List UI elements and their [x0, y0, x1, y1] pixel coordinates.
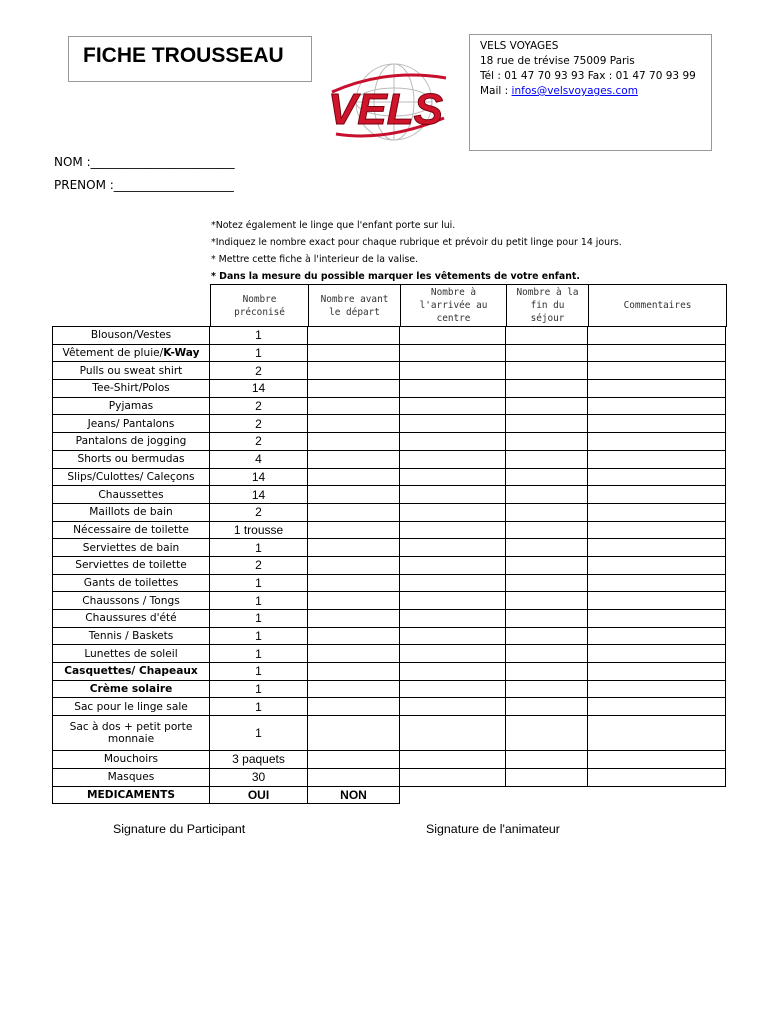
note-2: *Indiquez le nombre exact pour chaque rubrique et prévoir du petit linge pour 14 jours.	[211, 237, 622, 248]
signature-participant: Signature du Participant	[113, 822, 246, 836]
item-name	[53, 486, 210, 504]
commentaire[interactable]	[588, 627, 726, 645]
qty-arrivee[interactable]	[400, 415, 506, 433]
qty-preconise: OUI	[210, 786, 308, 804]
commentaire[interactable]	[588, 663, 726, 681]
qty-depart[interactable]	[308, 503, 400, 521]
table-row	[53, 433, 726, 451]
qty-preconise: 1	[210, 344, 308, 362]
table-row	[53, 592, 726, 610]
item-label: Masques	[107, 771, 155, 784]
commentaire	[588, 786, 726, 804]
page-title: FICHE TROUSSEAU	[68, 36, 312, 82]
table-row	[53, 768, 726, 786]
header-arrivee: Nombre à l'arrivée au centre	[401, 285, 507, 327]
table-row	[53, 468, 726, 486]
table-row	[53, 680, 726, 698]
qty-arrivee[interactable]	[400, 486, 506, 504]
table-row	[53, 486, 726, 504]
qty-arrivee[interactable]	[400, 433, 506, 451]
qty-fin[interactable]	[506, 344, 588, 362]
qty-fin[interactable]	[506, 486, 588, 504]
header-table	[210, 284, 727, 327]
commentaire[interactable]	[588, 503, 726, 521]
qty-arrivee[interactable]	[400, 468, 506, 486]
table-row	[53, 521, 726, 539]
table-row	[53, 397, 726, 415]
qty-preconise: 3 paquets	[210, 751, 308, 769]
table-row	[53, 344, 726, 362]
commentaire[interactable]	[588, 751, 726, 769]
qty-depart[interactable]	[308, 433, 400, 451]
qty-fin[interactable]	[506, 627, 588, 645]
item-name	[53, 327, 210, 345]
qty-fin[interactable]	[506, 503, 588, 521]
table-row	[53, 574, 726, 592]
commentaire[interactable]	[588, 680, 726, 698]
mail-label: Mail :	[480, 85, 512, 97]
item-label: MEDICAMENTS	[87, 788, 175, 801]
item-label: Casquettes/ Chapeaux	[64, 665, 198, 678]
qty-preconise: 1	[210, 680, 308, 698]
qty-preconise: 2	[210, 433, 308, 451]
item-label: Tee-Shirt/Polos	[92, 382, 170, 395]
qty-fin[interactable]	[506, 450, 588, 468]
note-1: *Notez également le linge que l'enfant porte sur lui.	[211, 220, 456, 231]
item-name	[53, 503, 210, 521]
qty-depart[interactable]	[308, 362, 400, 380]
table-row	[53, 539, 726, 557]
commentaire[interactable]	[588, 486, 726, 504]
item-name	[53, 539, 210, 557]
item-label: Chaussures d'été	[85, 612, 177, 625]
qty-depart[interactable]	[308, 574, 400, 592]
table-row	[53, 450, 726, 468]
qty-depart[interactable]	[308, 380, 400, 398]
item-name	[53, 698, 210, 716]
qty-preconise: 1	[210, 574, 308, 592]
item-name	[53, 645, 210, 663]
qty-preconise: 2	[210, 397, 308, 415]
qty-depart[interactable]	[308, 592, 400, 610]
item-name	[53, 627, 210, 645]
item-label: Maillots de bain	[89, 506, 173, 519]
qty-fin[interactable]	[506, 592, 588, 610]
qty-fin[interactable]	[506, 380, 588, 398]
qty-arrivee[interactable]	[400, 592, 506, 610]
table-row	[53, 751, 726, 769]
qty-fin[interactable]	[506, 698, 588, 716]
qty-arrivee[interactable]	[400, 698, 506, 716]
prenom-field[interactable]: PRENOM :____________________	[54, 178, 234, 192]
table-row	[53, 645, 726, 663]
qty-fin[interactable]	[506, 327, 588, 345]
qty-fin[interactable]	[506, 610, 588, 628]
commentaire[interactable]	[588, 521, 726, 539]
qty-arrivee[interactable]	[400, 663, 506, 681]
qty-depart[interactable]	[308, 627, 400, 645]
note-4: * Dans la mesure du possible marquer les vêtements de votre enfant.	[211, 271, 580, 282]
qty-preconise: 1	[210, 592, 308, 610]
qty-preconise: 30	[210, 768, 308, 786]
item-name	[53, 716, 210, 751]
item-label: Serviettes de bain	[82, 541, 180, 554]
table-row	[53, 698, 726, 716]
item-label: Serviettes de toilette	[75, 559, 187, 572]
item-label: Mouchoirs	[103, 753, 159, 766]
item-label: Blouson/Vestes	[90, 329, 172, 342]
commentaire[interactable]	[588, 397, 726, 415]
item-label-bold: K-Way	[163, 347, 200, 360]
item-label: Sac pour le linge sale	[74, 700, 188, 713]
qty-arrivee	[400, 786, 506, 804]
commentaire[interactable]	[588, 768, 726, 786]
commentaire[interactable]	[588, 344, 726, 362]
qty-arrivee[interactable]	[400, 362, 506, 380]
qty-depart[interactable]	[308, 450, 400, 468]
mail-link[interactable]: infos@velsvoyages.com	[511, 85, 638, 97]
qty-fin[interactable]	[506, 397, 588, 415]
qty-arrivee[interactable]	[400, 397, 506, 415]
table-row	[53, 415, 726, 433]
qty-arrivee[interactable]	[400, 574, 506, 592]
qty-arrivee[interactable]	[400, 627, 506, 645]
table-row	[53, 327, 726, 345]
qty-fin[interactable]	[506, 556, 588, 574]
commentaire[interactable]	[588, 380, 726, 398]
qty-depart[interactable]	[308, 751, 400, 769]
qty-depart[interactable]	[308, 468, 400, 486]
item-name	[53, 610, 210, 628]
qty-preconise: 14	[210, 486, 308, 504]
item-name	[53, 397, 210, 415]
qty-arrivee[interactable]	[400, 521, 506, 539]
qty-fin[interactable]	[506, 663, 588, 681]
qty-fin[interactable]	[506, 680, 588, 698]
qty-preconise: 1	[210, 698, 308, 716]
qty-fin[interactable]	[506, 751, 588, 769]
table-row	[53, 362, 726, 380]
table-row	[53, 786, 726, 804]
commentaire[interactable]	[588, 539, 726, 557]
item-label: Vêtement de pluie/	[62, 347, 164, 360]
qty-fin[interactable]	[506, 768, 588, 786]
qty-arrivee[interactable]	[400, 327, 506, 345]
qty-depart[interactable]	[308, 397, 400, 415]
company-address: 18 rue de trévise 75009 Paris	[480, 55, 635, 67]
commentaire[interactable]	[588, 468, 726, 486]
logo-text: VELS	[328, 85, 443, 134]
contact-box	[469, 34, 712, 151]
qty-depart[interactable]	[308, 486, 400, 504]
qty-arrivee[interactable]	[400, 450, 506, 468]
qty-arrivee[interactable]	[400, 380, 506, 398]
qty-arrivee[interactable]	[400, 751, 506, 769]
qty-preconise: 1 trousse	[210, 521, 308, 539]
qty-preconise: 1	[210, 716, 308, 751]
company-phones: Tél : 01 47 70 93 93 Fax : 01 47 70 93 99	[480, 70, 696, 82]
qty-depart[interactable]	[308, 415, 400, 433]
table-row	[53, 716, 726, 751]
commentaire[interactable]	[588, 698, 726, 716]
item-label: Pantalons de jogging	[75, 435, 187, 448]
qty-depart[interactable]	[308, 521, 400, 539]
item-label: Pyjamas	[108, 400, 154, 413]
commentaire[interactable]	[588, 433, 726, 451]
header-fin: Nombre à la fin du séjour	[507, 285, 589, 327]
qty-depart[interactable]	[308, 768, 400, 786]
item-label: Chaussons / Tongs	[82, 594, 180, 607]
table-row	[53, 610, 726, 628]
item-label: Chaussettes	[98, 488, 164, 501]
header-preconise: Nombre préconisé	[211, 285, 309, 327]
qty-depart[interactable]	[308, 556, 400, 574]
qty-arrivee[interactable]	[400, 610, 506, 628]
qty-depart[interactable]	[308, 539, 400, 557]
qty-preconise: 1	[210, 539, 308, 557]
commentaire[interactable]	[588, 415, 726, 433]
item-name	[53, 380, 210, 398]
qty-fin[interactable]	[506, 433, 588, 451]
nom-field[interactable]: NOM :________________________	[54, 155, 235, 169]
item-name	[53, 433, 210, 451]
qty-depart[interactable]	[308, 344, 400, 362]
item-name	[53, 786, 210, 804]
qty-arrivee[interactable]	[400, 680, 506, 698]
item-name	[53, 556, 210, 574]
commentaire[interactable]	[588, 574, 726, 592]
item-label: Tennis / Baskets	[88, 630, 174, 643]
item-label: Slips/Culottes/ Caleçons	[67, 470, 195, 483]
qty-depart[interactable]	[308, 698, 400, 716]
company-mail	[480, 84, 711, 99]
item-label: Shorts ou bermudas	[77, 453, 185, 466]
qty-arrivee[interactable]	[400, 768, 506, 786]
header-depart: Nombre avant le départ	[309, 285, 401, 327]
qty-fin[interactable]	[506, 521, 588, 539]
qty-fin[interactable]	[506, 362, 588, 380]
qty-depart[interactable]	[308, 680, 400, 698]
qty-preconise: 2	[210, 556, 308, 574]
qty-fin[interactable]	[506, 716, 588, 751]
qty-arrivee[interactable]	[400, 344, 506, 362]
commentaire[interactable]	[588, 450, 726, 468]
qty-preconise: 4	[210, 450, 308, 468]
item-label: Nécessaire de toilette	[73, 523, 189, 536]
qty-fin[interactable]	[506, 415, 588, 433]
note-3: * Mettre cette fiche à l'interieur de la valise.	[211, 254, 419, 265]
trousseau-table	[52, 326, 726, 804]
qty-preconise: 2	[210, 415, 308, 433]
item-label: Lunettes de soleil	[84, 647, 178, 660]
signature-animateur: Signature de l'animateur	[426, 822, 560, 836]
qty-depart[interactable]	[308, 663, 400, 681]
table-row	[53, 627, 726, 645]
item-name	[53, 680, 210, 698]
qty-preconise: 14	[210, 380, 308, 398]
commentaire[interactable]	[588, 645, 726, 663]
qty-preconise: 2	[210, 503, 308, 521]
qty-arrivee[interactable]	[400, 645, 506, 663]
qty-preconise: 2	[210, 362, 308, 380]
qty-depart[interactable]	[308, 716, 400, 751]
qty-preconise: 1	[210, 627, 308, 645]
commentaire[interactable]	[588, 556, 726, 574]
item-name	[53, 415, 210, 433]
commentaire[interactable]	[588, 362, 726, 380]
qty-depart[interactable]: NON	[308, 786, 400, 804]
qty-arrivee[interactable]	[400, 503, 506, 521]
commentaire[interactable]	[588, 716, 726, 751]
qty-fin[interactable]	[506, 539, 588, 557]
qty-preconise: 1	[210, 327, 308, 345]
qty-preconise: 14	[210, 468, 308, 486]
item-label: Pulls ou sweat shirt	[79, 364, 183, 377]
qty-preconise: 1	[210, 663, 308, 681]
commentaire[interactable]	[588, 592, 726, 610]
item-name	[53, 574, 210, 592]
table-row	[53, 556, 726, 574]
item-name	[53, 344, 210, 362]
qty-fin[interactable]	[506, 645, 588, 663]
table-row	[53, 663, 726, 681]
qty-preconise: 1	[210, 645, 308, 663]
company-name: VELS VOYAGES	[480, 40, 559, 52]
qty-arrivee[interactable]	[400, 716, 506, 751]
item-label: Sac à dos + petit porte monnaie	[69, 721, 193, 746]
item-name	[53, 521, 210, 539]
table-row	[53, 380, 726, 398]
item-name	[53, 450, 210, 468]
qty-fin[interactable]	[506, 574, 588, 592]
item-label: Crème solaire	[89, 683, 173, 696]
header-commentaires: Commentaires	[589, 285, 727, 327]
item-name	[53, 362, 210, 380]
notes	[211, 217, 622, 285]
item-name	[53, 751, 210, 769]
qty-depart[interactable]	[308, 327, 400, 345]
qty-depart[interactable]	[308, 610, 400, 628]
item-label: Gants de toilettes	[83, 576, 179, 589]
item-label: Jeans/ Pantalons	[87, 417, 175, 430]
commentaire[interactable]	[588, 610, 726, 628]
qty-arrivee[interactable]	[400, 556, 506, 574]
item-name	[53, 663, 210, 681]
vels-logo	[326, 58, 452, 148]
item-name	[53, 768, 210, 786]
item-name	[53, 468, 210, 486]
item-name	[53, 592, 210, 610]
qty-depart[interactable]	[308, 645, 400, 663]
qty-fin	[506, 786, 588, 804]
qty-fin[interactable]	[506, 468, 588, 486]
table-row	[53, 503, 726, 521]
qty-arrivee[interactable]	[400, 539, 506, 557]
commentaire[interactable]	[588, 327, 726, 345]
qty-preconise: 1	[210, 610, 308, 628]
